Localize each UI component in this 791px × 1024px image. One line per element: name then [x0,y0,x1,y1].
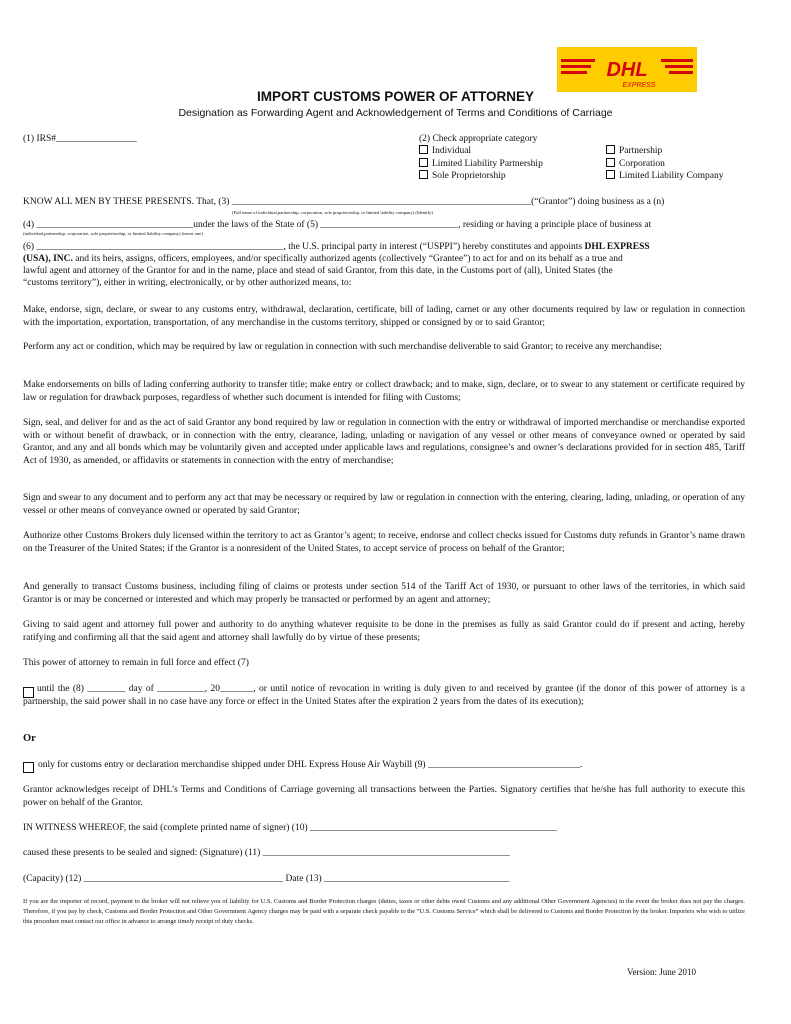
state-note: (individual,partnership, corporation, sole proprietorship, or limited liability company) (insert one) [23,231,203,236]
checkbox-label: Sole Proprietorship [432,171,506,181]
checkbox-label: Limited Liability Company [619,171,724,181]
paragraph-transact-business: And generally to transact Customs business, including filing of claims or protests under section 514 of the Tariff Act of 1930, or pursuant to other laws of the territories, in which said Grantor is or may be concerned or interested and which may properly be transacted or performed by an agent and attorney; [23,582,745,605]
checkbox-box[interactable] [23,762,34,773]
paragraph-perform-act: Perform any act or condition, which may be required by law or regulation in connection with such merchandise deliverable to said Grantor; to receive any merchandise; [23,342,662,352]
appointee-suffix: (USA), INC. [23,254,73,264]
paragraph-make-endorse: Make, endorse, sign, declare, or swear to any customs entry, withdrawal, declaration, certificate, bill of lading, carnet or any other documents required by law or regulation in connection with the importation, exportation, transportation, of any merchandise in the customs territory, shipped or consigned by or to said Grantor; [23,305,745,328]
checkbox-box[interactable] [606,158,615,167]
paragraph-sign-swear: Sign and swear to any document and to perform any act that may be necessary or required by law or regulation in connection with the entering, clearing, lading, unlading, or operation of any vessel or other means of conveyance owned or operated by said Grantor; [23,493,745,516]
dhl-express-text: EXPRESS [622,82,656,89]
grantee-text: and its heirs, assigns, officers, employees, and/or specifically authorized agents (collectively “Grantee”) to act for and on its behalf as a true and [72,254,623,264]
signature-line[interactable]: caused these presents to be sealed and signed: (Signature) (11) ____________________________________________________ [23,848,510,858]
usppi-text: (6) ____________________________________________________, the U.S. principal party in interest (“USPPI”) hereby constitutes and appoints [23,242,583,252]
checkbox-box[interactable] [419,158,428,167]
paragraph-sign-seal: Sign, seal, and deliver for and as the act of said Grantor any bond required by law or regulation in connection with the entry or withdrawal of imported merchandise or merchandise exported with or without benefit of drawback, or in connection with the entry, clearance, lading, unlading or navigation of any vessel or other means of conveyance owned or operated by said Grantor, and any and all bonds which may be voluntarily given and accepted under applicable laws and regulations, consignee’s and owner’s declarations provided for in section 485, Tariff Act of 1930, as amended, or affidavits or statements in connection with the entry of merchandise; [23,418,745,466]
irs-field[interactable]: (1) IRS#_________________ [23,134,137,144]
checkbox-llp[interactable] [419,158,543,170]
checkbox-label: Individual [432,146,472,156]
acknowledgement-paragraph: Grantor acknowledges receipt of DHL’s Terms and Conditions of Carriage governing all transactions between the Parties. Signatory certifies that he/she has full authority to execute this power on behalf of the Grantor. [23,785,745,808]
checkbox-sole-proprietorship[interactable] [419,170,506,182]
until-date-text[interactable]: until the (8) ________ day of __________, 20_______, or until notice of revocation in writing is duly given to and received by grantee (if the donor of this power of attorney is a partnership, the said power shall in no case have any force or effect in the United States after the expiration 2 years from the dates of its execution); [23,684,745,707]
dhl-logo-graphic [557,47,697,92]
checkbox-box[interactable] [606,145,615,154]
paragraph-endorsements: Make endorsements on bills of lading conferring authority to transfer title; make entry or collect drawback; and to make, sign, declare, or to swear to any statement or certificate required by law or regulation for drawback purposes, regardless of whether such document is intended for filing with Customs; [23,380,745,403]
footer-note: If you are the importer of record, payment to the broker will not relieve you of liability for U.S. Customs and Border Protection charges (duties, taxes or other debts owed Customs and any additional Other Government Agencies) in the event the broker does not pay the charges. Therefore, if you pay by check, Customs and Border Protection and Other Government Agency charges may be paid with a separate check payable to the “U.S. Customs Service” which shall be delivered to Customs and Border Protection by the broker. Importers who wish to utilize this procedure must contact our office in advance to arrange timely receipt of duty checks. [23,898,745,925]
waybill-line[interactable]: only for customs entry or declaration merchandise shipped under DHL Express House Air Waybill (9) ________________________________. [38,760,583,770]
paragraph-full-power: Giving to said agent and attorney full power and authority to do anything whatever requisite to be done in the premises as fully as said Grantor could do if present and acting, hereby ratifying and confirming all that the said agent and attorney shall lawfully do by virtue of these presents; [23,620,745,643]
version-label: Version: June 2010 [627,967,696,977]
appointee-name: DHL EXPRESS [584,242,650,252]
dhl-logo-text: DHL [606,59,648,81]
checkbox-box[interactable] [419,145,428,154]
checkbox-label: Partnership [619,146,663,156]
grantor-name-line[interactable]: KNOW ALL MEN BY THESE PRESENTS. That, (3) _______________________________________________________________(“Grantor”) doing business as a (n) [23,197,665,207]
checkbox-partnership[interactable] [606,145,662,157]
page-subtitle: Designation as Forwarding Agent and Acknowledgement of Terms and Conditions of Carriage [178,107,613,119]
checkbox-box[interactable] [419,170,428,179]
customs-territory-line: “customs territory”), either in writing, electronically, or by other authorized means, to: [23,278,352,288]
grantor-name-note: (Full name of individual,partnership, corporation, sole proprietorship, or limited liability company) (Identify) [232,210,433,215]
force-effect-line: This power of attorney to remain in full force and effect (7) [23,658,249,668]
grantee-line [23,253,623,265]
checkbox-corporation[interactable] [606,158,665,170]
checkbox-llc[interactable] [606,170,724,182]
checkbox-label: Limited Liability Partnership [432,159,543,169]
checkbox-individual[interactable] [419,145,471,157]
category-heading: (2) Check appropriate category [419,134,538,144]
witness-name-line[interactable]: IN WITNESS WHEREOF, the said (complete printed name of signer) (10) ____________________________________________________ [23,823,557,833]
capacity-date-line[interactable]: (Capacity) (12) __________________________________________ Date (13) _______________________________________ [23,874,510,884]
waybill-checkbox[interactable] [23,759,35,771]
checkbox-box[interactable] [606,170,615,179]
state-line[interactable]: (4) _________________________________under the laws of the State of (5) _____________________________, residing or having a principle place of business at [23,220,652,230]
paragraph-authorize-brokers: Authorize other Customs Brokers duly licensed within the territory to act as Grantor’s agent; to receive, endorse and collect checks issued for Customs duty refunds in Grantor’s name drawn on the Treasurer of the United States; if the Grantor is a nonresident of the United States, to accept service of process on behalf of the Grantor; [23,531,745,554]
page-title: IMPORT CUSTOMS POWER OF ATTORNEY [256,89,534,104]
usppi-line[interactable] [23,241,650,253]
or-label: Or [23,733,36,744]
checkbox-label: Corporation [619,159,665,169]
lawful-agent-line: lawful agent and attorney of the Grantor for and in the name, place and stead of said Grantor, from this date, in the Customs port of (all), United States (the [23,266,613,276]
